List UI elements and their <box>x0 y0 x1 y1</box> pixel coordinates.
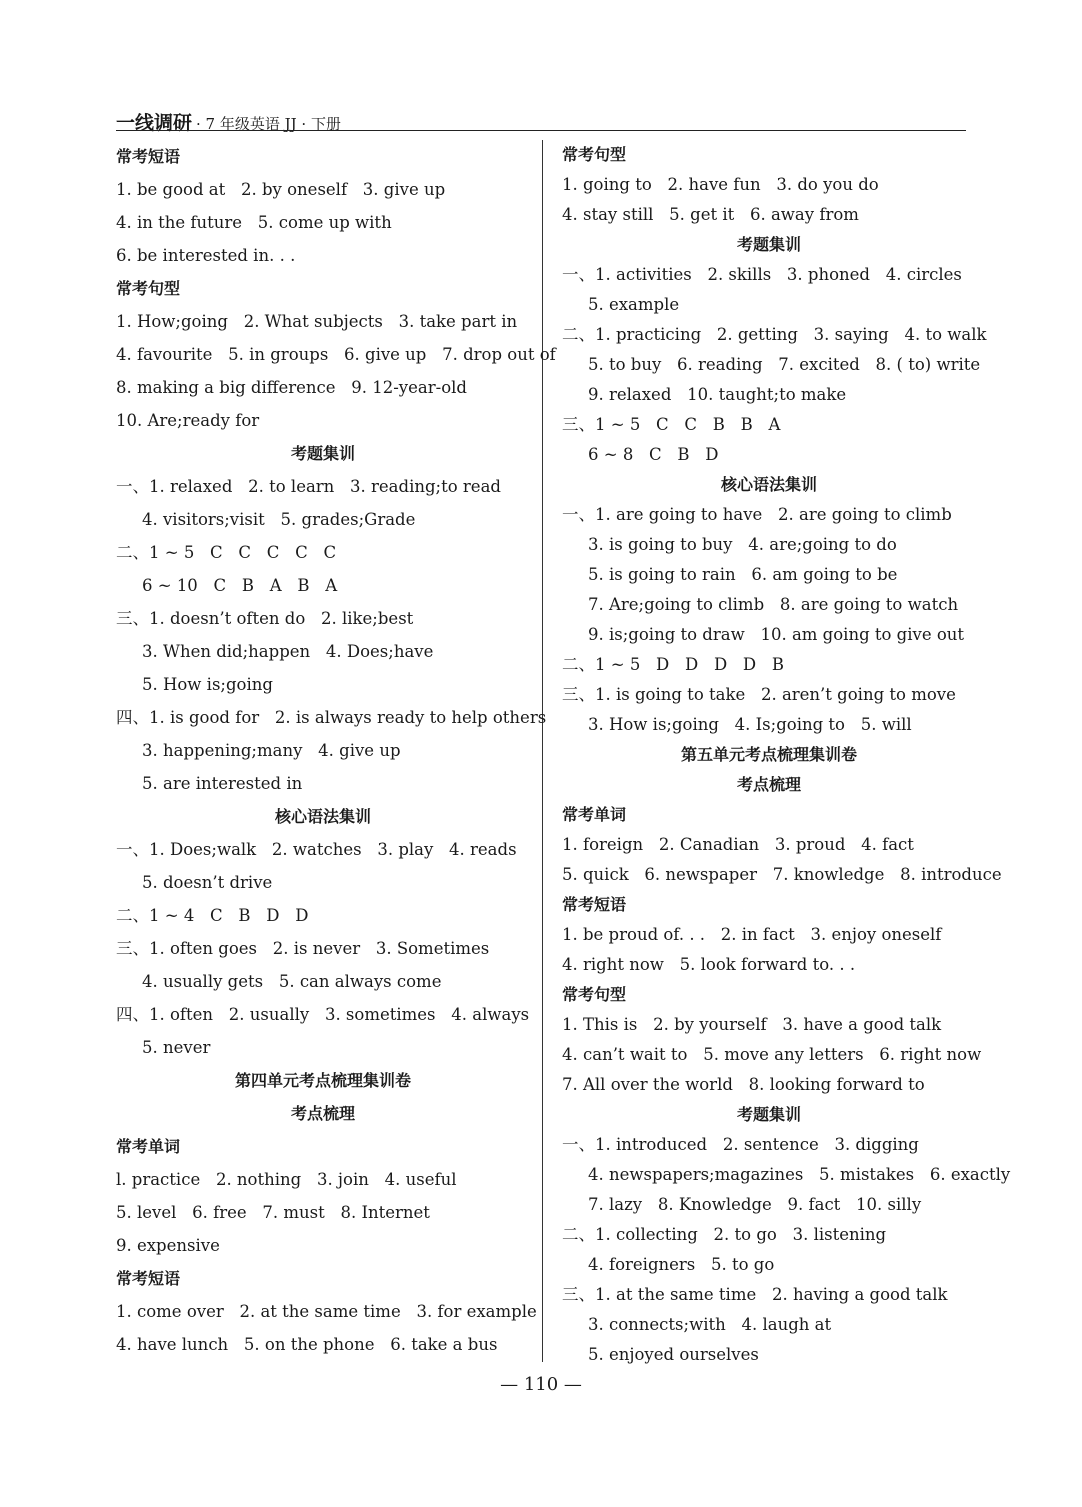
right-column <box>562 140 1011 1370</box>
answer-line: 四、1. often 2. usually 3. sometimes 4. always <box>116 1005 530 1024</box>
section-heading: 常考句型 <box>562 985 627 1004</box>
section-heading: 常考单词 <box>116 1137 181 1156</box>
answer-line: 4. stay still 5. get it 6. away from <box>562 205 859 224</box>
answer-line: 三、1. often goes 2. is never 3. Sometimes <box>116 939 490 958</box>
answer-line: 1. This is 2. by yourself 3. have a good talk <box>562 1015 942 1034</box>
section-title: 考题集训 <box>736 1105 801 1124</box>
section-title: 第五单元考点梳理集训卷 <box>680 745 857 764</box>
answer-line: 4. usually gets 5. can always come <box>142 972 442 991</box>
answer-line: 6 ~ 10 C B A B A <box>142 576 338 595</box>
answer-line: 3. When did;happen 4. Does;have <box>142 642 434 661</box>
section-title: 考题集训 <box>736 235 801 254</box>
left-column <box>116 140 556 1361</box>
answer-line: 4. visitors;visit 5. grades;Grade <box>142 510 416 529</box>
answer-line: 4. favourite 5. in groups 6. give up 7. drop out of <box>116 345 556 364</box>
answer-line: 7. lazy 8. Knowledge 9. fact 10. silly <box>588 1195 922 1214</box>
answer-line: 5. are interested in <box>142 774 303 793</box>
section-title: 考题集训 <box>290 444 355 463</box>
answer-line: 一、1. relaxed 2. to learn 3. reading;to read <box>116 477 501 496</box>
section-title: 第四单元考点梳理集训卷 <box>234 1071 411 1090</box>
answer-line: 二、1 ~ 5 D D D D B <box>562 655 785 674</box>
answer-line: 一、1. introduced 2. sentence 3. digging <box>562 1135 919 1154</box>
answer-line: 四、1. is good for 2. is always ready to help others <box>116 708 547 727</box>
answer-line: 6. be interested in. . . <box>116 246 296 265</box>
answer-line: 5. to buy 6. reading 7. excited 8. ( to) write <box>588 355 981 374</box>
answer-line: 3. is going to buy 4. are;going to do <box>588 535 897 554</box>
section-heading: 常考句型 <box>116 279 181 298</box>
answer-line: l. practice 2. nothing 3. join 4. useful <box>116 1170 457 1189</box>
answer-line: 三、1. at the same time 2. having a good talk <box>562 1285 948 1304</box>
answer-line: 6 ~ 8 C B D <box>588 445 719 464</box>
answer-line: 5. quick 6. newspaper 7. knowledge 8. introduce <box>562 865 1002 884</box>
answer-line: 1. How;going 2. What subjects 3. take part in <box>116 312 518 331</box>
answer-line: 二、1. collecting 2. to go 3. listening <box>562 1225 887 1244</box>
answer-line: 5. is going to rain 6. am going to be <box>588 565 898 584</box>
answer-line: 1. going to 2. have fun 3. do you do <box>562 175 879 194</box>
answer-line: 二、1 ~ 5 C C C C C <box>116 543 337 562</box>
answer-line: 三、1. doesn’t often do 2. like;best <box>116 609 414 628</box>
answer-line: 5. level 6. free 7. must 8. Internet <box>116 1203 430 1222</box>
answer-line: 5. doesn’t drive <box>142 873 273 892</box>
section-title: 考点梳理 <box>290 1104 355 1123</box>
answer-line: 4. can’t wait to 5. move any letters 6. right now <box>562 1045 982 1064</box>
book-subtitle: · 7 年级英语 JJ · 下册 <box>196 115 341 133</box>
answer-line: 3. happening;many 4. give up <box>142 741 401 760</box>
answer-line: 1. foreign 2. Canadian 3. proud 4. fact <box>562 835 914 854</box>
answer-line: 10. Are;ready for <box>116 411 260 430</box>
answer-line: 4. have lunch 5. on the phone 6. take a bus <box>116 1335 498 1354</box>
section-title: 核心语法集训 <box>274 807 371 826</box>
answer-line: 4. right now 5. look forward to. . . <box>562 955 856 974</box>
section-title: 考点梳理 <box>736 775 801 794</box>
answer-line: 5. never <box>142 1038 211 1057</box>
answer-line: 9. relaxed 10. taught;to make <box>588 385 847 404</box>
answer-line: 4. foreigners 5. to go <box>588 1255 775 1274</box>
answer-line: 三、1 ~ 5 C C B B A <box>562 415 781 434</box>
answer-line: 1. be proud of. . . 2. in fact 3. enjoy oneself <box>562 925 942 944</box>
answer-line: 4. in the future 5. come up with <box>116 213 392 232</box>
answer-line: 4. newspapers;magazines 5. mistakes 6. exactly <box>588 1165 1011 1184</box>
answer-line: 7. Are;going to climb 8. are going to watch <box>588 595 959 614</box>
section-heading: 常考单词 <box>562 805 627 824</box>
page-header <box>116 108 966 134</box>
answer-line: 9. is;going to draw 10. am going to give out <box>588 625 965 644</box>
answer-line: 一、1. are going to have 2. are going to climb <box>562 505 952 524</box>
header-divider <box>116 130 966 131</box>
answer-line: 3. connects;with 4. laugh at <box>588 1315 832 1334</box>
answer-line: 一、1. Does;walk 2. watches 3. play 4. reads <box>116 840 517 859</box>
answer-line: 二、1 ~ 4 C B D D <box>116 906 309 925</box>
section-heading: 常考短语 <box>116 147 181 166</box>
section-heading: 常考短语 <box>562 895 627 914</box>
answer-line: 8. making a big difference 9. 12-year-old <box>116 378 467 397</box>
answer-line: 5. How is;going <box>142 675 273 694</box>
page-number: — 110 — <box>500 1374 582 1395</box>
answer-line: 三、1. is going to take 2. aren’t going to move <box>562 685 956 704</box>
answer-line: 1. come over 2. at the same time 3. for example <box>116 1302 537 1321</box>
answer-line: 1. be good at 2. by oneself 3. give up <box>116 180 446 199</box>
book-series-title: 一线调研 <box>116 112 193 134</box>
column-divider <box>542 140 543 1362</box>
answer-line: 5. example <box>588 295 680 314</box>
section-heading: 常考句型 <box>562 145 627 164</box>
answer-line: 3. How is;going 4. Is;going to 5. will <box>588 715 912 734</box>
answer-line: 二、1. practicing 2. getting 3. saying 4. to walk <box>562 325 987 344</box>
answer-line: 9. expensive <box>116 1236 220 1255</box>
answer-line: 5. enjoyed ourselves <box>588 1345 759 1364</box>
answer-line: 7. All over the world 8. looking forward to <box>562 1075 925 1094</box>
answer-line: 一、1. activities 2. skills 3. phoned 4. circles <box>562 265 962 284</box>
section-heading: 常考短语 <box>116 1269 181 1288</box>
section-title: 核心语法集训 <box>720 475 817 494</box>
